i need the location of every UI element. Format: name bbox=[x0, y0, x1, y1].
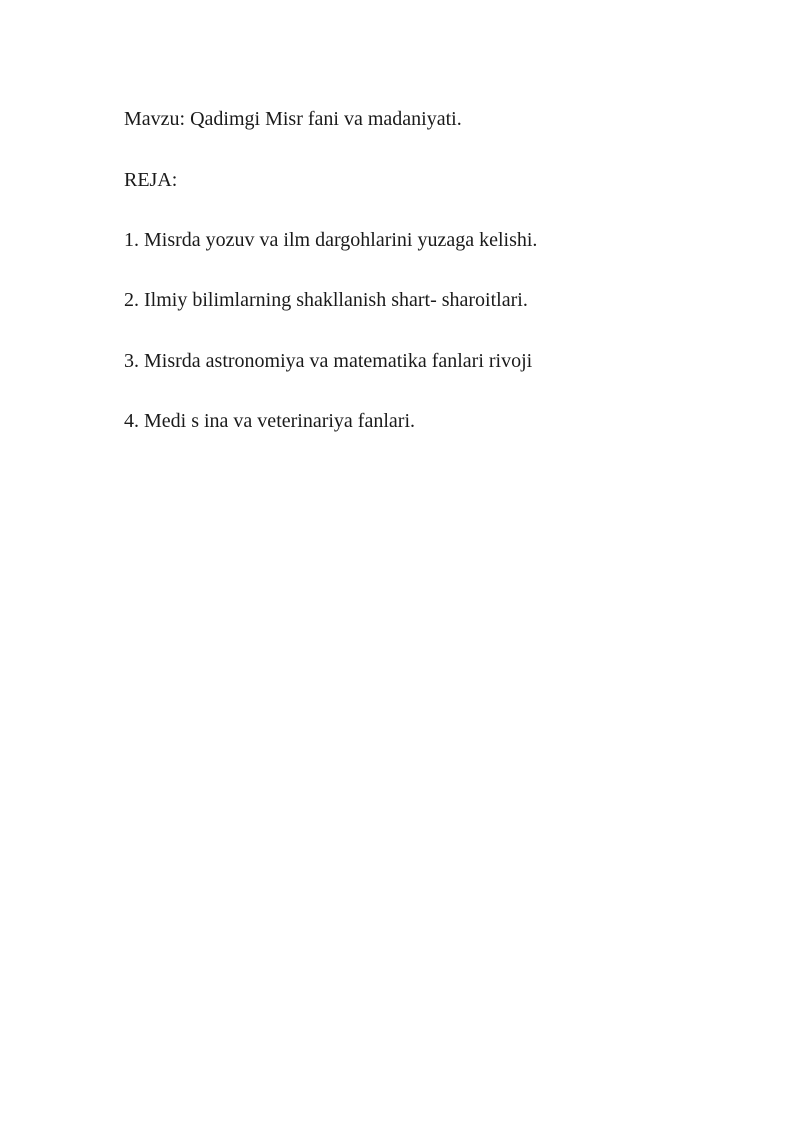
plan-item-3: 3. Misrda astronomiya va matematika fanlari rivoji bbox=[124, 350, 533, 372]
plan-item-2: 2. Ilmiy bilimlarning shakllanish shart- sharoitlari. bbox=[124, 289, 528, 311]
plan-heading: REJA: bbox=[124, 169, 178, 191]
topic-title: Mavzu: Qadimgi Misr fani va madaniyati. bbox=[124, 108, 462, 130]
plan-item-1: 1. Misrda yozuv va ilm dargohlarini yuzaga kelishi. bbox=[124, 229, 538, 251]
plan-item-4: 4. Medi s ina va veterinariya fanlari. bbox=[124, 410, 415, 432]
